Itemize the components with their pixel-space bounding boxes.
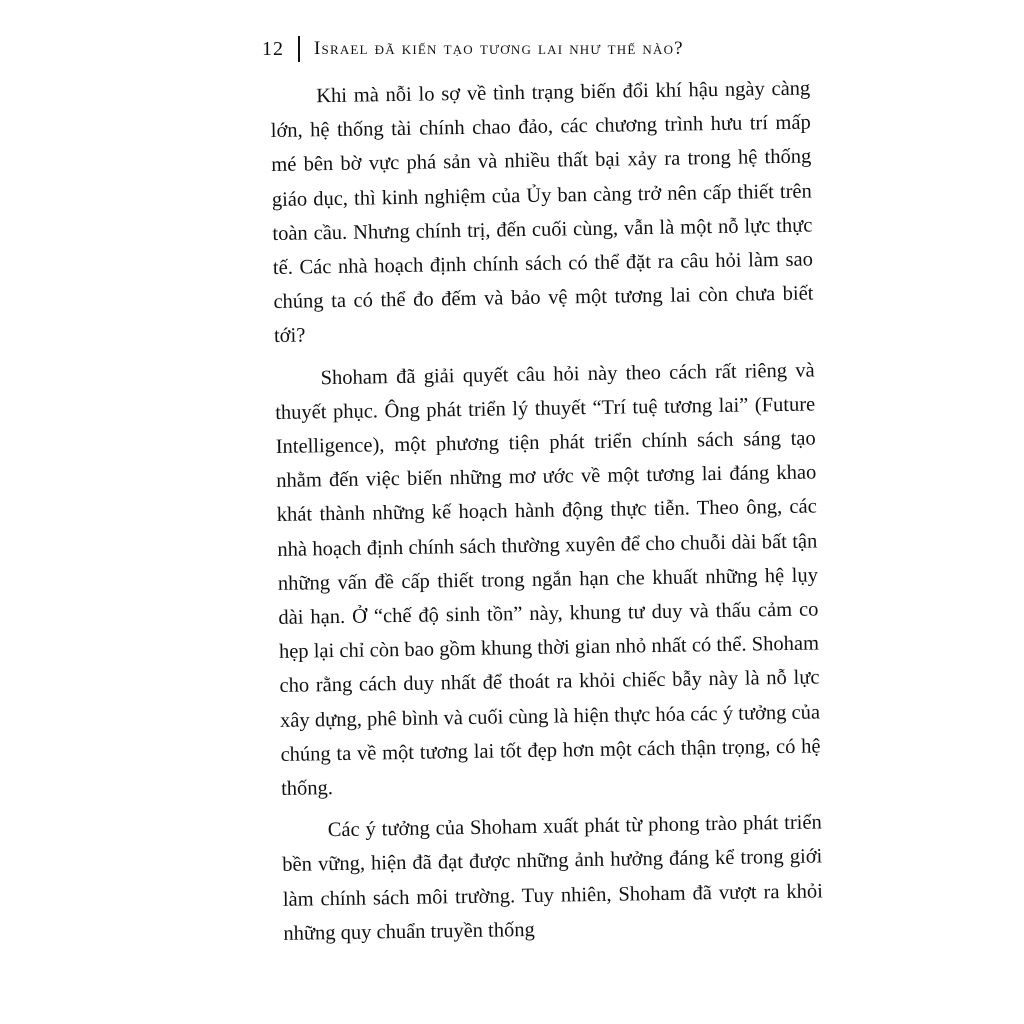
page-header xyxy=(262,36,684,62)
paragraph-2: Shoham đã giải quyết câu hỏi này theo cách rất riêng và thuyết phục. Ông phát triển lý thuyết “Trí tuệ tương lai” (Future Intelligence), một phương tiện phát triển chính sách sáng tạo nhằm đến việc biến những mơ ước về một tương lai đáng khao khát thành những kế hoạch hành động thực tiễn. Theo ông, các nhà hoạch định chính sách thường xuyên để cho chuỗi dài bất tận những vấn đề cấp thiết trong ngắn hạn che khuất những hệ lụy dài hạn. Ở “chế độ sinh tồn” này, khung tư duy và thấu cảm co hẹp lại chỉ còn bao gồm khung thời gian nhỏ nhất có thể. Shoham cho rằng cách duy nhất để thoát ra khỏi chiếc bẫy này là nỗ lực xây dựng, phê bình và cuối cùng là hiện thực hóa các ý tưởng của chúng ta về một tương lai tốt đẹp hơn một cách thận trọng, có hệ thống. xyxy=(275,359,821,800)
running-title: Israel đã kiến tạo tương lai như thế nào? xyxy=(314,38,684,59)
body-text xyxy=(270,72,824,959)
paragraph-3: Các ý tưởng của Shoham xuất phát từ phong trào phát triển bền vững, hiện đã đạt được những ảnh hưởng đáng kể trong giới làm chính sách môi trường. Tuy nhiên, Shoham đã vượt ra khỏi những quy chuẩn truyền thống xyxy=(282,811,823,945)
paragraph-1: Khi mà nỗi lo sợ về tình trạng biến đổi khí hậu ngày càng lớn, hệ thống tài chính chao đảo, các chương trình hưu trí mấp mé bên bờ vực phá sản và nhiều thất bại xảy ra trong hệ thống giáo dục, thì kinh nghiệm của Ủy ban càng trở nên cấp thiết trên toàn cầu. Nhưng chính trị, đến cuối cùng, vẫn là một nỗ lực thực tế. Các nhà hoạch định chính sách có thể đặt ra câu hỏi làm sao chúng ta có thể đo đếm và bảo vệ một tương lai còn chưa biết tới? xyxy=(270,77,814,348)
page-number: 12 xyxy=(262,37,284,60)
header-divider xyxy=(298,36,300,62)
